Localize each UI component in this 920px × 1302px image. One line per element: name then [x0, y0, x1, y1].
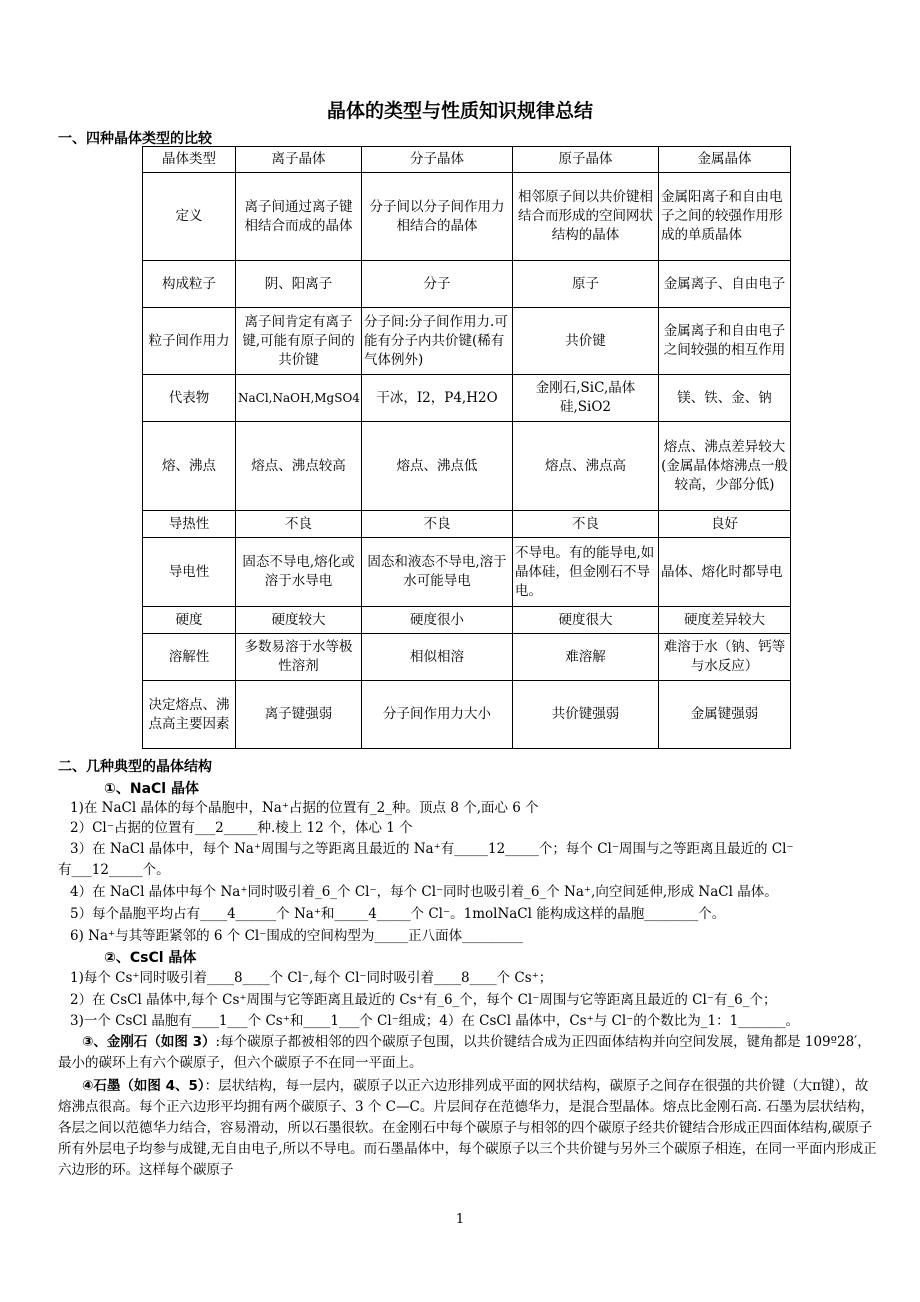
table-row — [143, 681, 791, 749]
table-cell: 金属离子、自由电子 — [659, 261, 791, 308]
table-cell: 离子键强弱 — [236, 681, 362, 749]
table-cell: 不良 — [513, 511, 659, 538]
table-cell: 熔点、沸点差异较大(金属晶体熔沸点一般较高，少部分低) — [659, 422, 791, 511]
table-cell: NaCl,NaOH,MgSO4 — [236, 375, 362, 422]
cscl-heading: ②、CsCl 晶体 — [104, 950, 197, 966]
table-cell: 金刚石,SiC,晶体硅,SiO2 — [513, 375, 659, 422]
table-cell: 难溶于水（钠、钙等与水反应） — [659, 634, 791, 681]
header-cell: 原子晶体 — [513, 147, 659, 173]
nacl-line-2: 2）Cl⁻占据的位置有___2_____种.棱上 12 个，体心 1 个 — [70, 820, 413, 836]
section-heading-2: 二、几种典型的晶体结构 — [58, 759, 212, 775]
section-heading-1: 一、四种晶体类型的比较 — [58, 131, 212, 147]
row-label: 导热性 — [143, 511, 236, 538]
table-cell: 金属键强弱 — [659, 681, 791, 749]
row-label: 导电性 — [143, 538, 236, 607]
table-cell: 分子间:分子间作用力.可能有分子内共价键(稀有气体例外) — [362, 308, 513, 375]
table-cell: 熔点、沸点高 — [513, 422, 659, 511]
table-cell: 晶体、熔化时都导电 — [659, 538, 791, 607]
row-label: 定义 — [143, 173, 236, 261]
table-cell: 分子 — [362, 261, 513, 308]
table-row — [143, 511, 791, 538]
table-row — [143, 607, 791, 634]
table-cell: 熔点、沸点较高 — [236, 422, 362, 511]
table-cell: 相邻原子间以共价键相结合而形成的空间网状结构的晶体 — [513, 173, 659, 261]
table-row — [143, 173, 791, 261]
table-cell: 硬度差异较大 — [659, 607, 791, 634]
table-cell: 固态和液态不导电,溶于水可能导电 — [362, 538, 513, 607]
table-cell: 共价键 — [513, 308, 659, 375]
table-row — [143, 422, 791, 511]
row-label: 熔、沸点 — [143, 422, 236, 511]
header-cell: 金属晶体 — [659, 147, 791, 173]
table-cell: 离子间肯定有离子键,可能有原子间的共价键 — [236, 308, 362, 375]
diamond-paragraph — [58, 1032, 880, 1074]
table-cell: 良好 — [659, 511, 791, 538]
table-cell: 阴、阳离子 — [236, 261, 362, 308]
nacl-line-5: 5）每个晶胞平均占有____4______个 Na⁺和_____4_____个 Cl⁻。1molNaCl 能构成这样的晶胞________个。 — [70, 906, 726, 922]
table-cell: 硬度很大 — [513, 607, 659, 634]
page-title: 晶体的类型与性质知识规律总结 — [326, 100, 593, 122]
table-cell: 干冰，I2，P4,H2O — [362, 375, 513, 422]
table-cell: 金属阳离子和自由电子之间的较强作用形成的单质晶体 — [659, 173, 791, 261]
graphite-text: ：层状结构，每一层内，碳原子以正六边形排列成平面的网状结构，碳原子之间存在很强的共价键（大π键），故熔沸点很高。每个正六边形平均拥有两个碳原子、3 个 C—C。片层间存在范德华力，是混合型晶体。熔点比金刚石高. 石墨为层状结构，各层之间以范德华力结合，容易滑动，所以石墨很软。在金刚石中每个碳原子与相邻的四个碳原子经共价键结合形成正四面体结构,碳原子所有外层电子均参与成键,无自由电子,所以不导电。而石墨晶体中，每个碳原子以三个共价键与另外三个碳原子相连，在同一平面内形成正六边形的环。这样每个碳原子 — [58, 1078, 877, 1178]
table-row — [143, 634, 791, 681]
cscl-line-3: 3)一个 CsCl 晶胞有____1___个 Cs⁺和____1___个 Cl⁻组成；4）在 CsCl 晶体中，Cs⁺与 Cl⁻的个数比为_1：1_______。 — [70, 1013, 799, 1029]
table-cell: 镁、铁、金、钠 — [659, 375, 791, 422]
nacl-heading: ①、NaCl 晶体 — [104, 781, 199, 797]
table-cell: 多数易溶于水等极性溶剂 — [236, 634, 362, 681]
table-cell: 难溶解 — [513, 634, 659, 681]
nacl-line-3b: 有___12_____个。 — [58, 862, 170, 878]
table-cell: 硬度很小 — [362, 607, 513, 634]
table-header-row — [143, 147, 791, 173]
table-cell: 不导电。有的能导电,如晶体硅，但金刚石不导电。 — [513, 538, 659, 607]
nacl-line-6: 6) Na⁺与其等距紧邻的 6 个 Cl⁻围成的空间构型为_____正八面体_________ — [70, 928, 523, 944]
graphite-heading: ④石墨（如图 4、5） — [82, 1078, 205, 1094]
nacl-line-3: 3）在 NaCl 晶体中，每个 Na⁺周围与之等距离且最近的 Na⁺有_____12_____个；每个 Cl⁻周围与之等距离且最近的 Cl⁻ — [70, 841, 794, 857]
cscl-line-2: 2）在 CsCl 晶体中,每个 Cs⁺周围与它等距离且最近的 Cs⁺有_6_个，每个 Cl⁻周围与它等距离且最近的 Cl⁻有_6_个； — [70, 992, 777, 1008]
nacl-line-4: 4）在 NaCl 晶体中每个 Na⁺同时吸引着_6_个 Cl⁻，每个 Cl⁻同时也吸引着_6_个 Na⁺,向空间延伸,形成 NaCl 晶体。 — [70, 884, 778, 900]
row-label: 粒子间作用力 — [143, 308, 236, 375]
table-cell: 不良 — [236, 511, 362, 538]
table-row — [143, 375, 791, 422]
row-label: 溶解性 — [143, 634, 236, 681]
row-label: 决定熔点、沸点高主要因素 — [143, 681, 236, 749]
header-cell: 晶体类型 — [143, 147, 236, 173]
graphite-paragraph — [58, 1076, 880, 1181]
page-number: 1 — [455, 1212, 465, 1227]
table-row — [143, 308, 791, 375]
table-cell: 离子间通过离子键相结合而成的晶体 — [236, 173, 362, 261]
row-label: 代表物 — [143, 375, 236, 422]
table-row — [143, 261, 791, 308]
table-cell: 熔点、沸点低 — [362, 422, 513, 511]
table-cell: 金属离子和自由电子之间较强的相互作用 — [659, 308, 791, 375]
diamond-heading: ③、金刚石（如图 3） — [82, 1034, 216, 1050]
header-cell: 离子晶体 — [236, 147, 362, 173]
header-cell: 分子晶体 — [362, 147, 513, 173]
comparison-table — [142, 146, 791, 749]
table-cell: 共价键强弱 — [513, 681, 659, 749]
table-cell: 分子间以分子间作用力相结合的晶体 — [362, 173, 513, 261]
row-label: 构成粒子 — [143, 261, 236, 308]
table-cell: 原子 — [513, 261, 659, 308]
table-row — [143, 538, 791, 607]
table-cell: 不良 — [362, 511, 513, 538]
cscl-line-1: 1)每个 Cs⁺同时吸引着____8____个 Cl⁻,每个 Cl⁻同时吸引着____8____个 Cs⁺； — [70, 970, 553, 986]
table-cell: 固态不导电,熔化或溶于水导电 — [236, 538, 362, 607]
diamond-text: :每个碳原子都被相邻的四个碳原子包围，以共价键结合成为正四面体结构并向空间发展，键角都是 109º28′，最小的碳环上有六个碳原子，但六个碳原子不在同一平面上。 — [58, 1034, 871, 1071]
nacl-line-1: 1)在 NaCl 晶体的每个晶胞中，Na⁺占据的位置有_2_种。顶点 8 个,面心 6 个 — [70, 800, 539, 816]
row-label: 硬度 — [143, 607, 236, 634]
table-cell: 分子间作用力大小 — [362, 681, 513, 749]
table-cell: 相似相溶 — [362, 634, 513, 681]
table-cell: 硬度较大 — [236, 607, 362, 634]
